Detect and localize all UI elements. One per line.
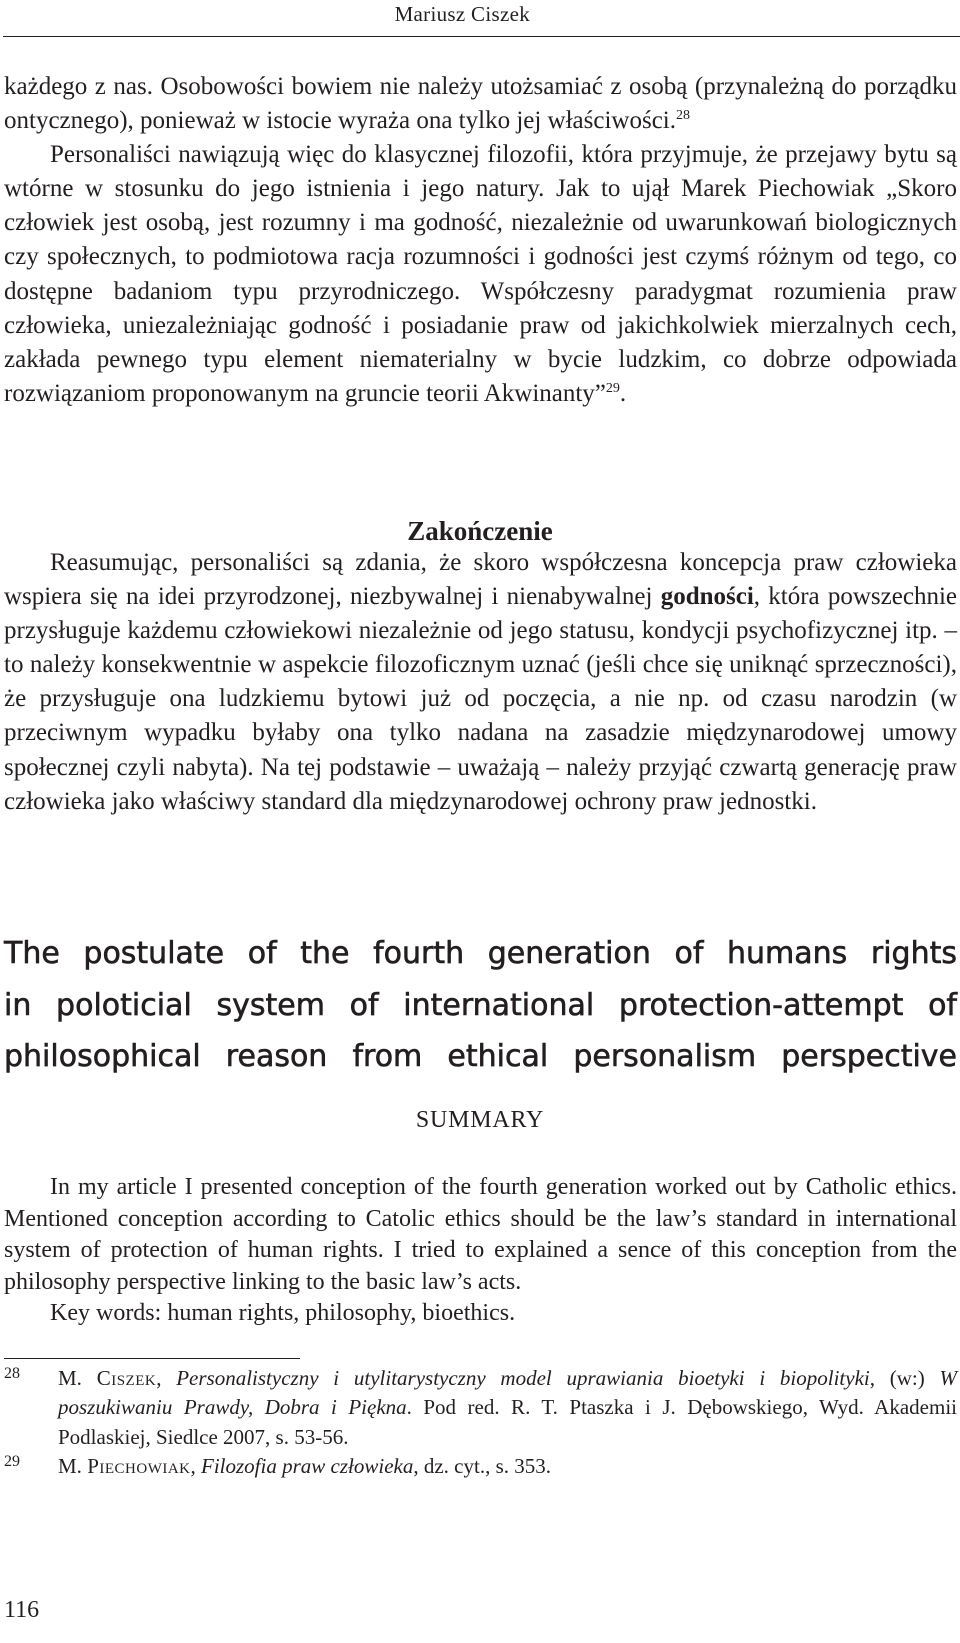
main-text: [4, 70, 957, 411]
footnote-title: Filozofia praw człowieka: [201, 1453, 414, 1478]
footnote-rule: [4, 1358, 300, 1359]
keywords: Key words: human rights, philosophy, bioethics.: [50, 1300, 516, 1326]
summary-text: [4, 1172, 957, 1330]
footnote-28: 28 M. Ciszek, Personalistyczny i utylitarystyczny model uprawiania bioetyki i biopolityki, (w:) W poszukiwaniu Prawdy, Dobra i Piękna. Pod red. R. T. Ptaszka i J. Dębowskiego, Wyd. Akademii Podlaskiej, Siedlce 2007, s. 53-56.: [4, 1364, 957, 1452]
english-title-line: The postulate of the fourth generation of humans rights: [4, 936, 957, 971]
footnote-number: 28: [4, 1365, 20, 1382]
footnote-title: W poszukiwaniu Prawdy, Dobra i Piękna: [58, 1366, 957, 1420]
footnote-number: 29: [4, 1452, 20, 1470]
english-title-line: in poloticial system of international protection-attempt of: [4, 987, 957, 1023]
paragraph-continued: każdego z nas. Osobowości bowiem nie należy utożsamiać z osobą (przynależną do porządku ontycznego), ponieważ w istocie wyraża ona tylko jej właściwości.$^{28}$: [4, 73, 957, 135]
footnote-author: Ciszek: [96, 1366, 157, 1390]
section-heading-conclusion: Zakończenie: [407, 516, 553, 546]
paragraph-personalists: Personaliści nawiązują więc do klasycznej filozofii, która przyjmuje, że przejawy bytu są wtórne w stosunku do jego istnienia i jego natury. Jak to ujął Marek Piechowiak „Skoro człowiek jest osobą, jest rozumny i ma godność, niezależnie od uwarunkowań biologicznych czy społecznych, to podmiotowa racja rozumności i godności jest czymś różnym od tego, co dostępne badaniom typu przyrodniczego. Współczesny paradygmat rozumienia praw człowieka, uniezależniając godność i posiadanie praw od jakichkolwiek mierzalnych cech, zakłada pewnego typu element niematerialny w bycie ludzkim, co dobrze odpowiada rozwiązaniom proponowanym na gruncie teorii Akwinanty”$^{29}$.: [4, 141, 957, 407]
summary-label: SUMMARY: [415, 1107, 545, 1133]
english-title-line: philosophical reason from ethical personalism perspective: [4, 1039, 957, 1075]
footnote-author: Piechowiak: [87, 1453, 191, 1478]
footnote-ref-28[interactable]: 28: [676, 108, 690, 124]
header-author: Mariusz Ciszek: [394, 2, 530, 26]
conclusion-text: [4, 546, 957, 819]
summary-paragraph: In my article I presented conception of the fourth generation worked out by Catholic ethics. Mentioned conception according to Catolic ethics should be the law’s standard in international system of protection of human rights. I tried to explained a sence of this conception from the philosophy perspective linking to the basic law’s acts.: [4, 1174, 957, 1295]
english-title: [4, 928, 957, 1083]
bold-term: godności: [660, 583, 754, 611]
footnotes: [4, 1364, 957, 1481]
running-header: [0, 0, 960, 40]
footnote-title: Personalistyczny i utylitarystyczny model uprawiania bioetyki i biopolityki: [176, 1366, 870, 1390]
header-rule: [3, 36, 960, 37]
paragraph-conclusion: Reasumując, personaliści są zdania, że skoro współczesna koncepcja praw człowieka wspiera się na idei przyrodzonej, niezbywalnej i nienabywalnej godności, która powszechnie przysługuje każdemu człowiekowi niezależnie od jego statusu, kondycji psychofizycznej itp. – to należy konsekwentnie w aspekcie filozoficznym uznać (jeśli chce się uniknąć sprzeczności), że przysługuje ona ludzkiemu bytowi już od poczęcia, a nie np. od czasu narodzin (w przeciwnym wypadku byłaby ona tylko nadana na zasadzie międzynarodowej umowy społecznej czyli nabyta). Na tej podstawie – uważają – należy przyjąć czwartą generację praw człowieka jako właściwy standard dla międzynarodowej ochrony praw jednostki.: [4, 549, 957, 815]
page-number: 116: [4, 1597, 40, 1623]
footnote-29: 29 M. Piechowiak, Filozofia praw człowieka, dz. cyt., s. 353.: [4, 1452, 957, 1481]
footnote-ref-29[interactable]: 29: [605, 380, 620, 396]
